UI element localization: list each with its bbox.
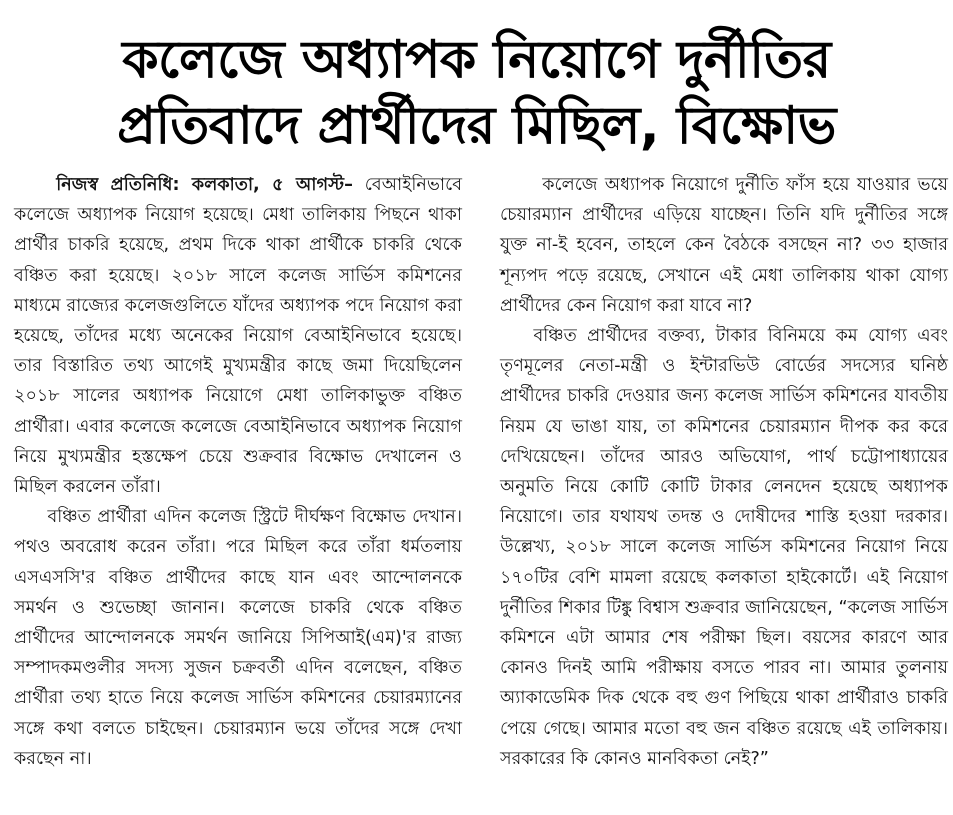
left-column <box>14 170 462 774</box>
headline-line-2: প্রতিবাদে প্রার্থীদের মিছিল, বিক্ষোভ <box>117 96 836 157</box>
lead-paragraph <box>14 170 462 502</box>
dateline: নিজস্ব প্রতিনিধি: কলকাতা, ৫ আগস্ট– <box>56 175 353 195</box>
body-paragraph: বঞ্চিত প্রার্থীরা এদিন কলেজ স্ট্রিটে দীর্ঘক্ষণ বিক্ষোভ দেখান। পথও অবরোধ করেন তাঁরা। পরে মিছিল করে তাঁরা ধর্মতলায় এসএসসি'র বঞ্চিত প্রার্থীদের কাছে যান এবং আন্দোলনকে সমর্থন ও শুভেচ্ছা জানান। কলেজে চাকরি থেকে বঞ্চিত প্রার্থীদের আন্দোলনকে সমর্থন জানিয়ে সিপিআই(এম)'র রাজ্য সম্পাদকমণ্ডলীর সদস্য সুজন চক্রবর্তী এদিন বলেছেন, বঞ্চিত প্রার্থীরা তথ্য হাতে নিয়ে কলেজ সার্ভিস কমিশনের চেয়ারম্যানের সঙ্গে কথা বলতে চাইছেন। চেয়ারম্যান ভয়ে তাঁদের সঙ্গে দেখা করছেন না। <box>14 507 462 769</box>
right-column <box>500 170 948 774</box>
headline-line-1: কলেজে অধ্যাপক নিয়োগে দুর্নীতির <box>122 30 831 91</box>
body-paragraph: বঞ্চিত প্রার্থীদের বক্তব্য, টাকার বিনিময়ে কম যোগ্য এবং তৃণমূলের নেতা-মন্ত্রী ও ইন্টারভিউ বোর্ডের সদস্যের ঘনিষ্ঠ প্রার্থীদের চাকরি দেওয়ার জন্য কলেজ সার্ভিস কমিশনের যাবতীয় নিয়ম যে ভাঙা যায়, তা কমিশনের চেয়ারম্যান দীপক কর করে দেখিয়েছেন। তাঁদের আরও অভিযোগ, পার্থ চট্টোপাধ্যায়ের অনুমতি নিয়ে কোটি কোটি টাকার লেনদেন হয়েছে অধ্যাপক নিয়োগে। তার যথাযথ তদন্ত ও দোষীদের শাস্তি হওয়া দরকার। উল্লেখ্য, ২০১৮ সালে কলেজ সার্ভিস কমিশনের নিয়োগ নিয়ে ১৭০টির বেশি মামলা রয়েছে কলকাতা হাইকোর্টে। এই নিয়োগ দুর্নীতির শিকার টিঙ্কু বিশ্বাস শুক্রবার জানিয়েছেন, “কলেজ সার্ভিস কমিশনে এটা আমার শেষ পরীক্ষা ছিল। বয়সের কারণে আর কোনও দিনই আমি পরীক্ষায় বসতে পারব না। আমার তুলনায় অ্যাকাডেমিক দিক থেকে বহু গুণ পিছিয়ে থাকা প্রার্থীরাও চাকরি পেয়ে গেছে। আমার মতো বহু জন বঞ্চিত রয়েছে এই তালিকায়। সরকারের কি কোনও মানবিকতা নেই?” <box>500 326 948 769</box>
lead-paragraph-text: বেআইনিভাবে কলেজে অধ্যাপক নিয়োগ হয়েছে। মেধা তালিকায় পিছনে থাকা প্রার্থীর চাকরি হয়েছে, প্রথম দিকে থাকা প্রার্থীকে চাকরি থেকে বঞ্চিত করা হয়েছে। ২০১৮ সালে কলেজ সার্ভিস কমিশনের মাধ্যমে রাজ্যের কলেজগুলিতে যাঁদের অধ্যাপক পদে নিয়োগ করা হয়েছে, তাঁদের মধ্যে অনেকের নিয়োগ বেআইনিভাবে হয়েছে। তার বিস্তারিত তথ্য আগেই মুখ্যমন্ত্রীর কাছে জমা দিয়েছিলেন ২০১৮ সালের অধ্যাপক নিয়োগে মেধা তালিকাভুক্ত বঞ্চিত প্রার্থীরা। এবার কলেজে কলেজে বেআইনিভাবে অধ্যাপক নিয়োগ নিয়ে মুখ্যমন্ত্রীর হস্তক্ষেপ চেয়ে শুক্রবার বিক্ষোভ দেখালেন ও মিছিল করলেন তাঁরা। <box>14 175 463 498</box>
body-paragraph: কলেজে অধ্যাপক নিয়োগে দুর্নীতি ফাঁস হয়ে যাওয়ার ভয়ে চেয়ারম্যান প্রার্থীদের এড়িয়ে যাচ্ছেন। তিনি যদি দুর্নীতির সঙ্গে যুক্ত না-ই হবেন, তাহলে কেন বৈঠকে বসছেন না? ৩৩ হাজার শূন্যপদ পড়ে রয়েছে, সেখানে এই মেধা তালিকায় থাকা যোগ্য প্রার্থীদের কেন নিয়োগ করা যাবে না? <box>500 175 948 316</box>
headline <box>0 27 953 159</box>
